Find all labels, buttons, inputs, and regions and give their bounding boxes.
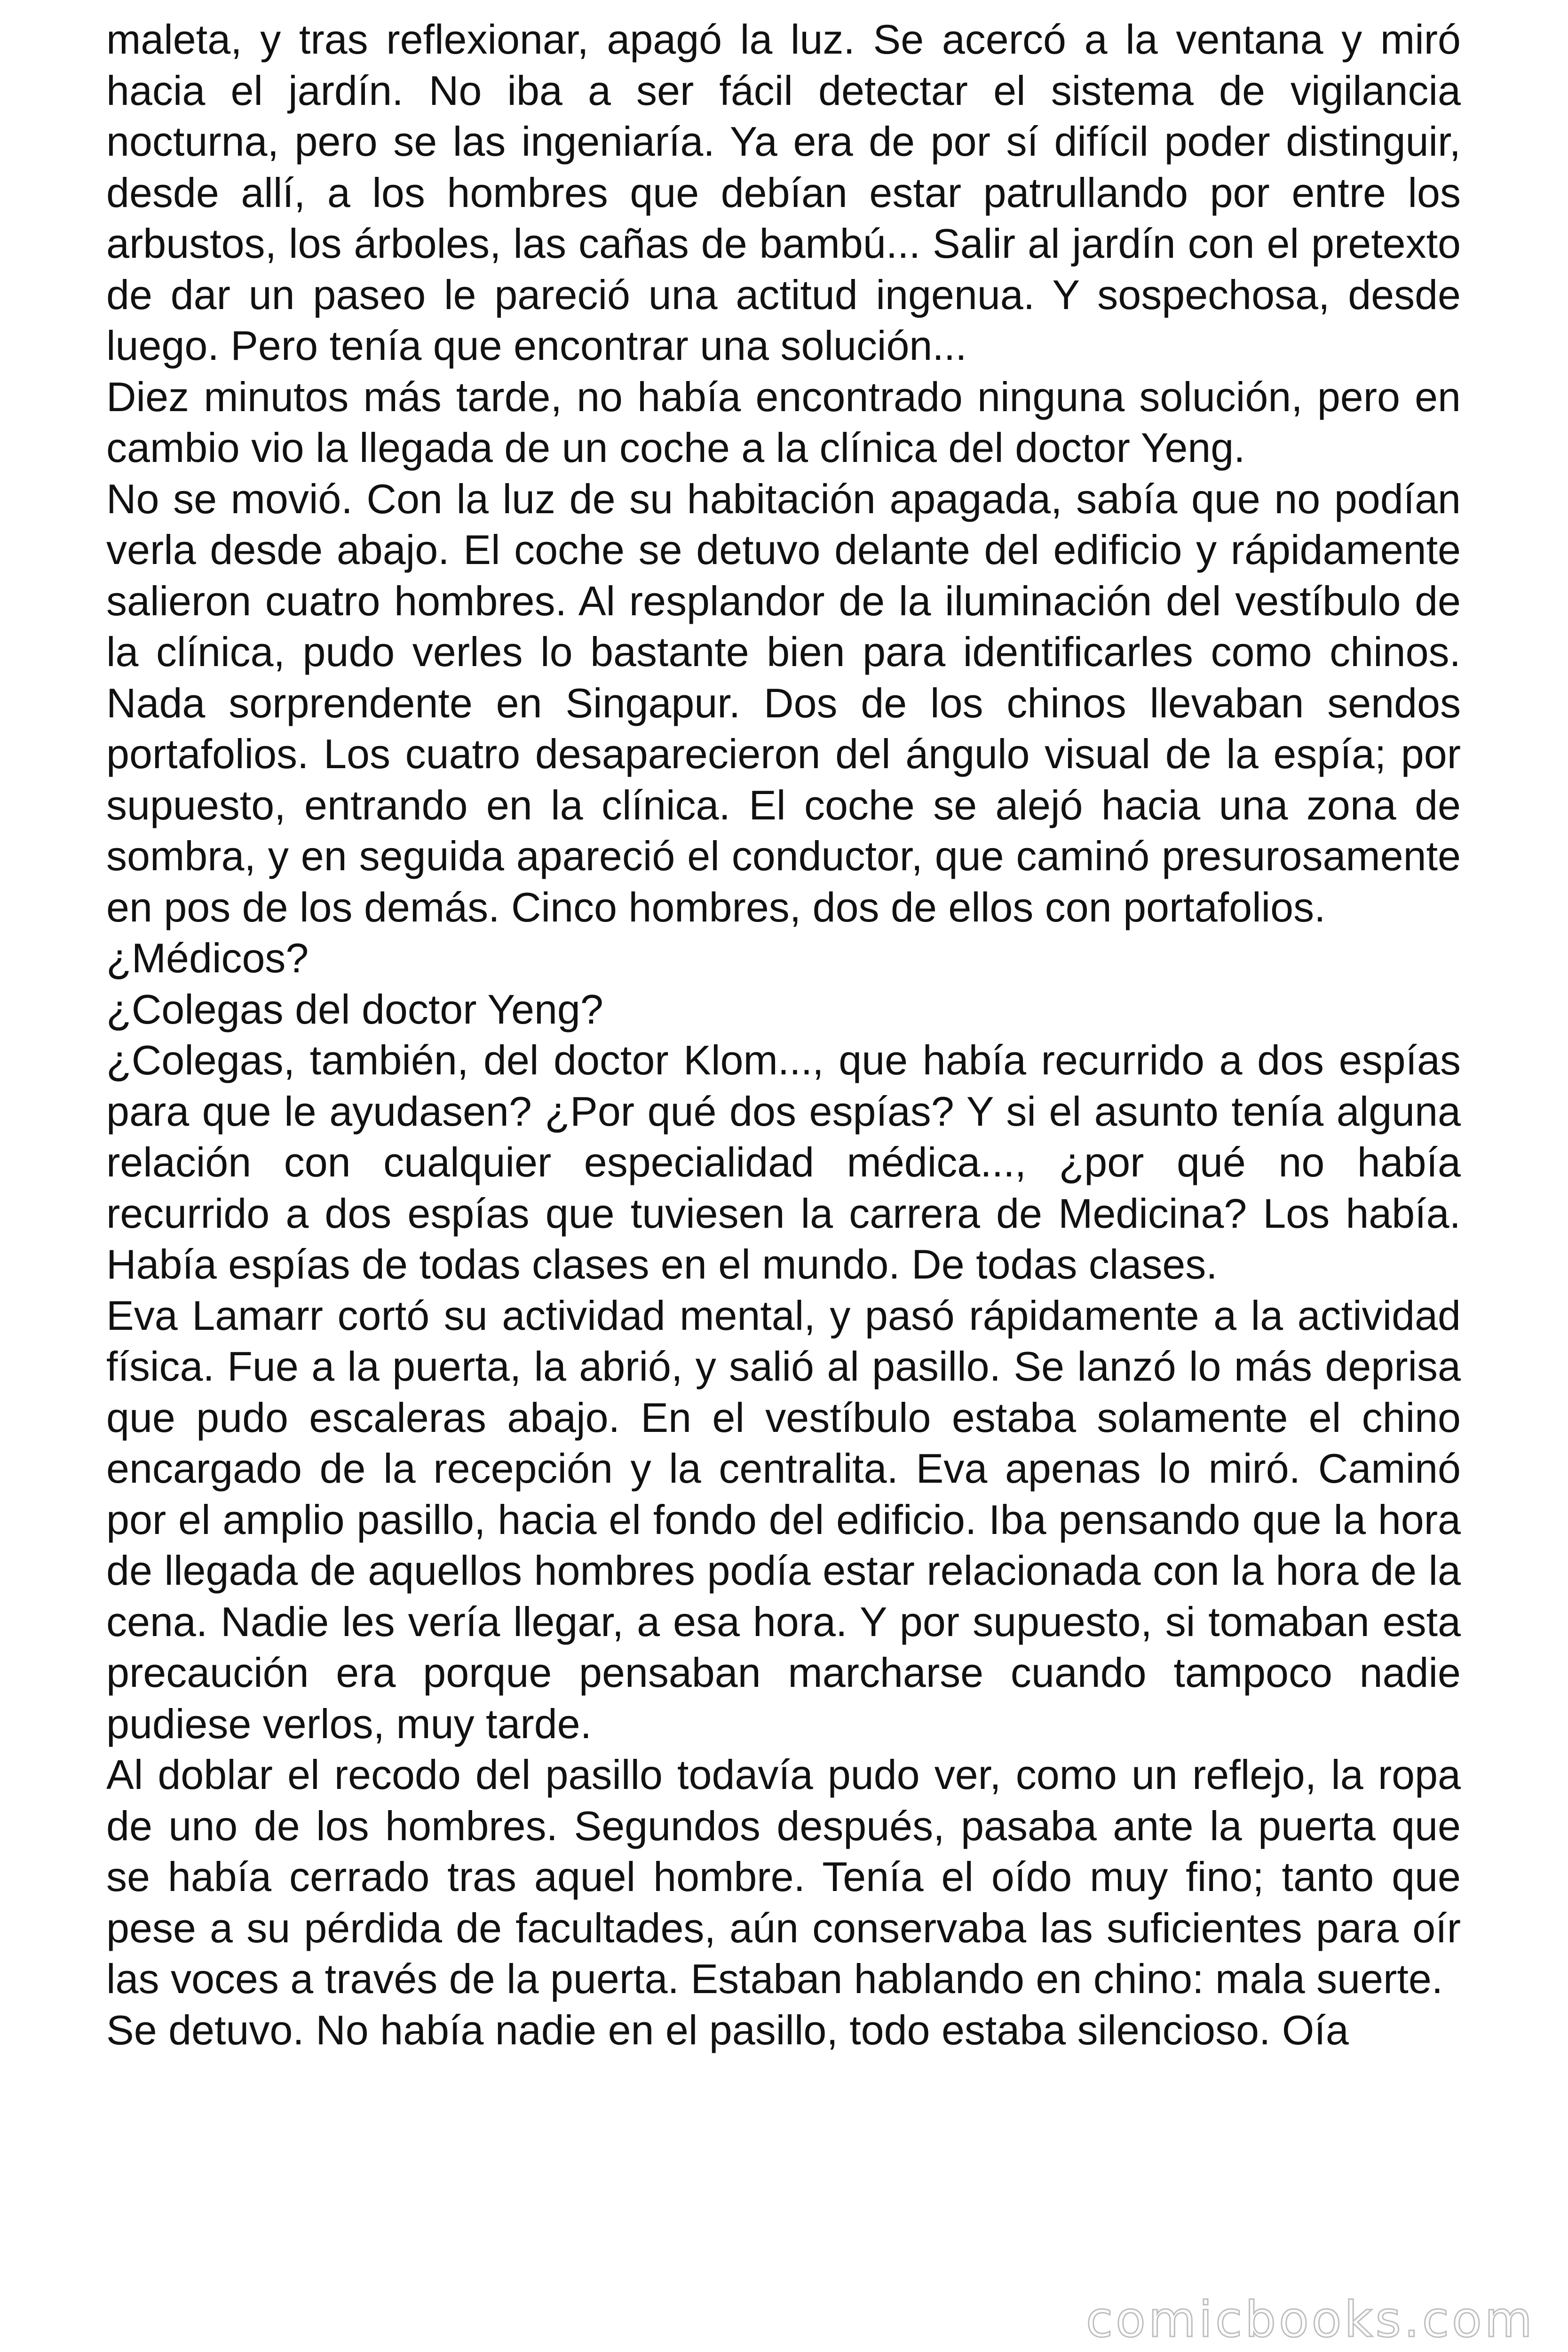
paragraph-8: Al doblar el recodo del pasillo todavía pudo ver, como un reflejo, la ropa de uno de los hombres. Segundos después, pasaba ante la puerta que se había cerrado tras aquel hombre. Tenía el oído muy fino; tanto que pese a su pérdida de facultades, aún conservaba las suficientes para oír las voces a través de la puerta. Estaban hablando en chino: mala suerte. <box>106 1751 1461 2002</box>
paragraph-6: ¿Colegas, también, del doctor Klom..., que había recurrido a dos espías para que le ayudasen? ¿Por qué dos espías? Y si el asunto tenía alguna relación con cualquier especialidad médica..., ¿por qué no había recurrido a dos espías que tuviesen la carrera de Medicina? Los había. Había espías de todas clases en el mundo. De todas clases. <box>106 1037 1461 1287</box>
paragraph-1: maleta, y tras reflexionar, apagó la luz. Se acercó a la ventana y miró hacia el jardín. No iba a ser fácil detectar el sistema de vigilancia nocturna, pero se las ingeniaría. Ya era de por sí difícil poder distinguir, desde allí, a los hombres que debían estar patrullando por entre los arbustos, los árboles, las cañas de bambú... Salir al jardín con el pretexto de dar un paseo le pareció una actitud ingenua. Y sospechosa, desde luego. Pero tenía que encontrar una solución... <box>106 16 1461 369</box>
watermark-logo: comicbooks.com <box>1085 2291 1535 2348</box>
paragraph-3: No se movió. Con la luz de su habitación apagada, sabía que no podían verla desde abajo. El coche se detuvo delante del edificio y rápidamente salieron cuatro hombres. Al resplandor de la iluminación del vestíbulo de la clínica, pudo verles lo bastante bien para identificarles como chinos. Nada sorprendente en Singapur. Dos de los chinos llevaban sendos portafolios. Los cuatro desaparecieron del ángulo visual de la espía; por supuesto, entrando en la clínica. El coche se alejó hacia una zona de sombra, y en seguida apareció el conductor, que caminó presurosamente en pos de los demás. Cinco hombres, dos de ellos con portafolios. <box>106 475 1461 930</box>
paragraph-4: ¿Médicos? <box>106 935 309 981</box>
paragraph-9: Se detuvo. No había nadie en el pasillo, todo estaba silencioso. Oía <box>106 2006 1349 2053</box>
paragraph-7: Eva Lamarr cortó su actividad mental, y pasó rápidamente a la actividad física. Fue a la puerta, la abrió, y salió al pasillo. Se lanzó lo más deprisa que pudo escaleras abajo. En el vestíbulo estaba solamente el chino encargado de la recepción y la centralita. Eva apenas lo miró. Caminó por el amplio pasillo, hacia el fondo del edificio. Iba pensando que la hora de llegada de aquellos hombres podía estar relacionada con la hora de la cena. Nadie les vería llegar, a esa hora. Y por supuesto, si tomaban esta precaución era porque pensaban marcharse cuando tampoco nadie pudiese verlos, muy tarde. <box>106 1292 1461 1747</box>
body-text <box>106 14 1461 2056</box>
paragraph-5: ¿Colegas del doctor Yeng? <box>106 985 603 1033</box>
paragraph-2: Diez minutos más tarde, no había encontrado ninguna solución, pero en cambio vio la llegada de un coche a la clínica del doctor Yeng. <box>106 373 1461 471</box>
